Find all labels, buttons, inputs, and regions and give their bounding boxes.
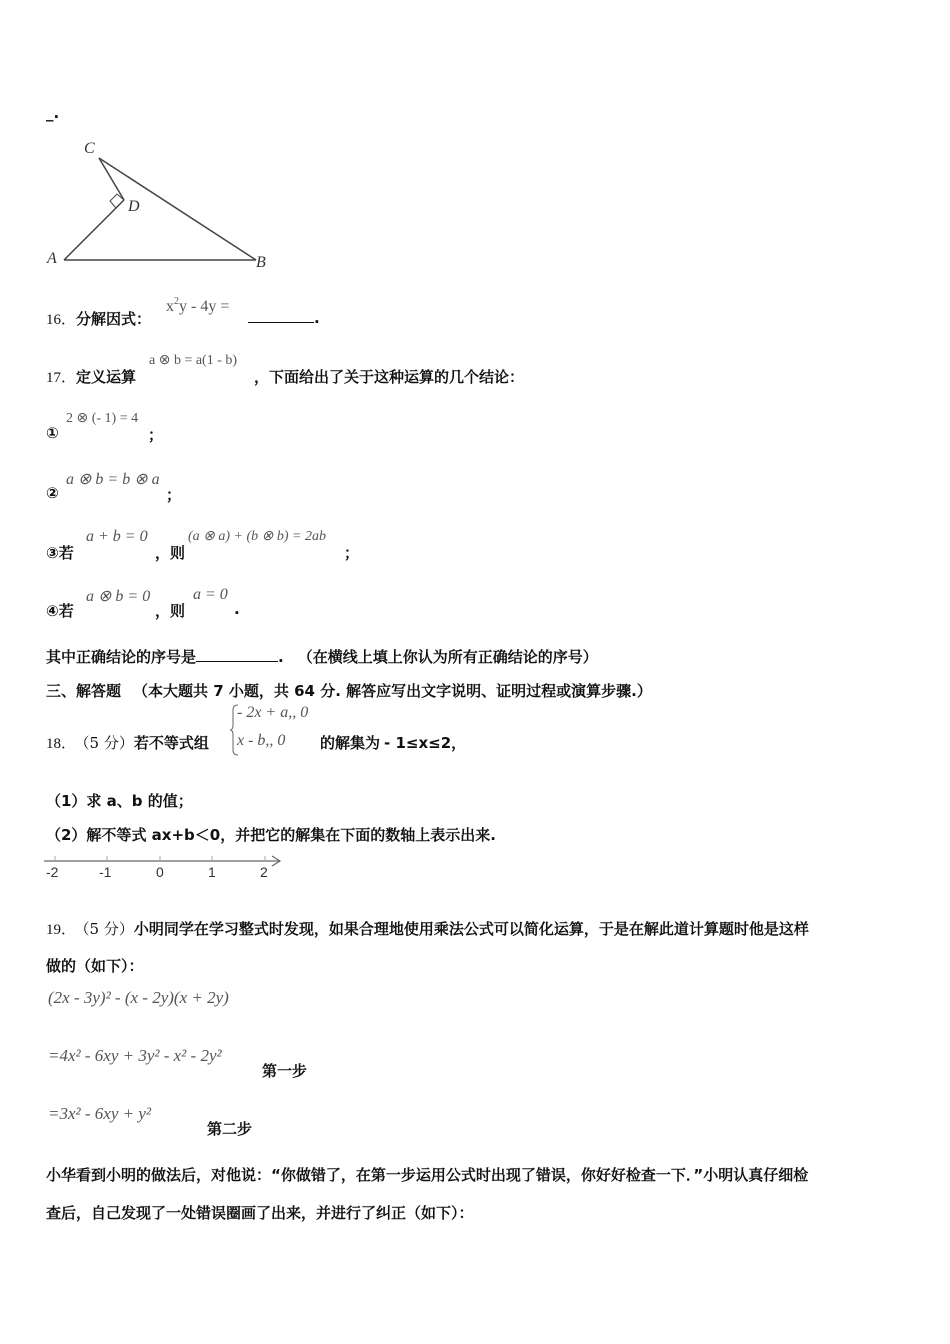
answer-prompt: 其中正确结论的序号是 [46,648,197,666]
label-c: C [84,140,95,157]
q18-part-1: （1）求 a、b 的值； [46,792,193,810]
section-title: 三、解答题 [46,682,122,700]
conclusion-1-expression: 2 ⊗ (- 1) = 4 [66,411,139,426]
triangle-diagram-icon [44,138,284,278]
question-text-line-2: 做的（如下）： [46,957,144,975]
q17-answer-blank[interactable] [196,647,278,662]
conclusion-4-condition: a ⊗ b = 0 [86,588,151,605]
if-word: 若 [58,544,74,562]
paragraph-line-2: 查后，自己发现了一处错误圈画了出来，并进行了纠正（如下）： [46,1204,474,1222]
conclusion-2-expression: a ⊗ b = b ⊗ a [66,471,160,488]
conclusion-2-marker: ② [46,484,59,502]
q18-solution [320,732,466,753]
number-line[interactable] [40,850,290,884]
conclusion-2-end: ； [166,486,182,504]
step-1-label: 第一步 [262,1062,308,1080]
work-line-3: =3x² - 6xy + y² [48,1104,151,1123]
question-points: （5 分） [82,734,134,752]
expr-exponent: 2 [174,296,179,307]
conclusion-3-result: (a ⊗ a) + (b ⊗ b) = 2ab [188,529,327,544]
label-b: B [256,254,266,271]
previous-question-blank-fragment: _. [46,104,60,122]
question-number: 17． [46,370,77,386]
work-line-1: (2x - 3y)² - (x - 2y)(x + 2y) [48,988,229,1007]
section-note: （本大题共 7 小题，共 64 分. 解答应写出文字说明、证明过程或演算步骤.） [133,682,652,700]
conclusion-1-end: ； [148,426,164,444]
question-points: （5 分） [82,920,134,938]
label-a: A [47,250,57,267]
triangle-figure [44,138,284,278]
conclusion-3-condition: a + b = 0 [86,528,148,545]
question-17 [46,366,136,387]
marker: ③ [46,544,59,562]
period: . [314,309,320,327]
tick-label: 1 [208,864,216,880]
conclusion-3-then: ，则 [155,544,186,562]
question-19 [46,918,809,939]
conclusion-3-marker [46,542,74,563]
solution-range: - 1≤x≤2， [384,734,467,752]
answer-line[interactable] [248,308,314,323]
tick-label: 0 [156,864,164,880]
q16-expression [166,296,229,316]
label-d: D [128,198,140,215]
conclusion-1-marker: ① [46,424,59,442]
question-prompt: 定义运算 [76,368,137,386]
work-line-2: =4x² - 6xy + 3y² - x² - 2y² [48,1046,222,1065]
solution-prefix: 的解集为 [320,734,381,752]
question-number: 18． [46,736,77,752]
conclusion-4-end: . [234,600,240,618]
conclusion-4-result: a = 0 [193,586,228,603]
question-number: 16． [46,312,77,328]
period: . [278,648,284,666]
if-word: 若 [58,602,74,620]
question-number: 19． [46,922,77,938]
tick-label: -1 [99,864,112,880]
question-18 [46,732,209,753]
q18-part-2: （2）解不等式 ax+b＜0，并把它的解集在下面的数轴上表示出来. [46,826,496,844]
operation-definition: a ⊗ b = a(1 - b) [149,353,238,368]
answer-note: （在横线上填上你认为所有正确结论的序号） [297,648,598,666]
inequality-1: - 2x + a,, 0 [237,704,309,721]
expr-part: x [166,298,174,315]
number-line-axis-icon [40,850,290,884]
conclusion-4-marker [46,600,74,621]
question-prompt: 分解因式： [76,310,152,328]
marker: ④ [46,602,59,620]
conclusion-3-end: ； [344,544,360,562]
inequality-system [229,704,319,756]
question-16 [46,308,151,329]
q16-answer-blank[interactable] [248,308,320,327]
q17-prompt-tail: ，下面给出了关于这种运算的几个结论： [254,368,525,386]
step-2-label: 第二步 [207,1120,253,1138]
expr-part: y - 4y = [179,298,230,315]
question-prompt: 若不等式组 [133,734,209,752]
section-3-header [46,680,652,701]
paragraph-line-1: 小华看到小明的做法后，对他说：“你做错了，在第一步运用公式时出现了错误，你好好检查一下．”小明认真仔细检 [46,1166,809,1184]
q17-answer-row [46,646,598,667]
tick-label: -2 [46,864,59,880]
inequality-2: x - b,, 0 [237,732,286,749]
question-text-line-1: 小明同学在学习整式时发现，如果合理地使用乘法公式可以简化运算，于是在解此道计算题时他是这样 [133,920,809,938]
conclusion-4-then: ，则 [155,602,186,620]
tick-label: 2 [260,864,268,880]
